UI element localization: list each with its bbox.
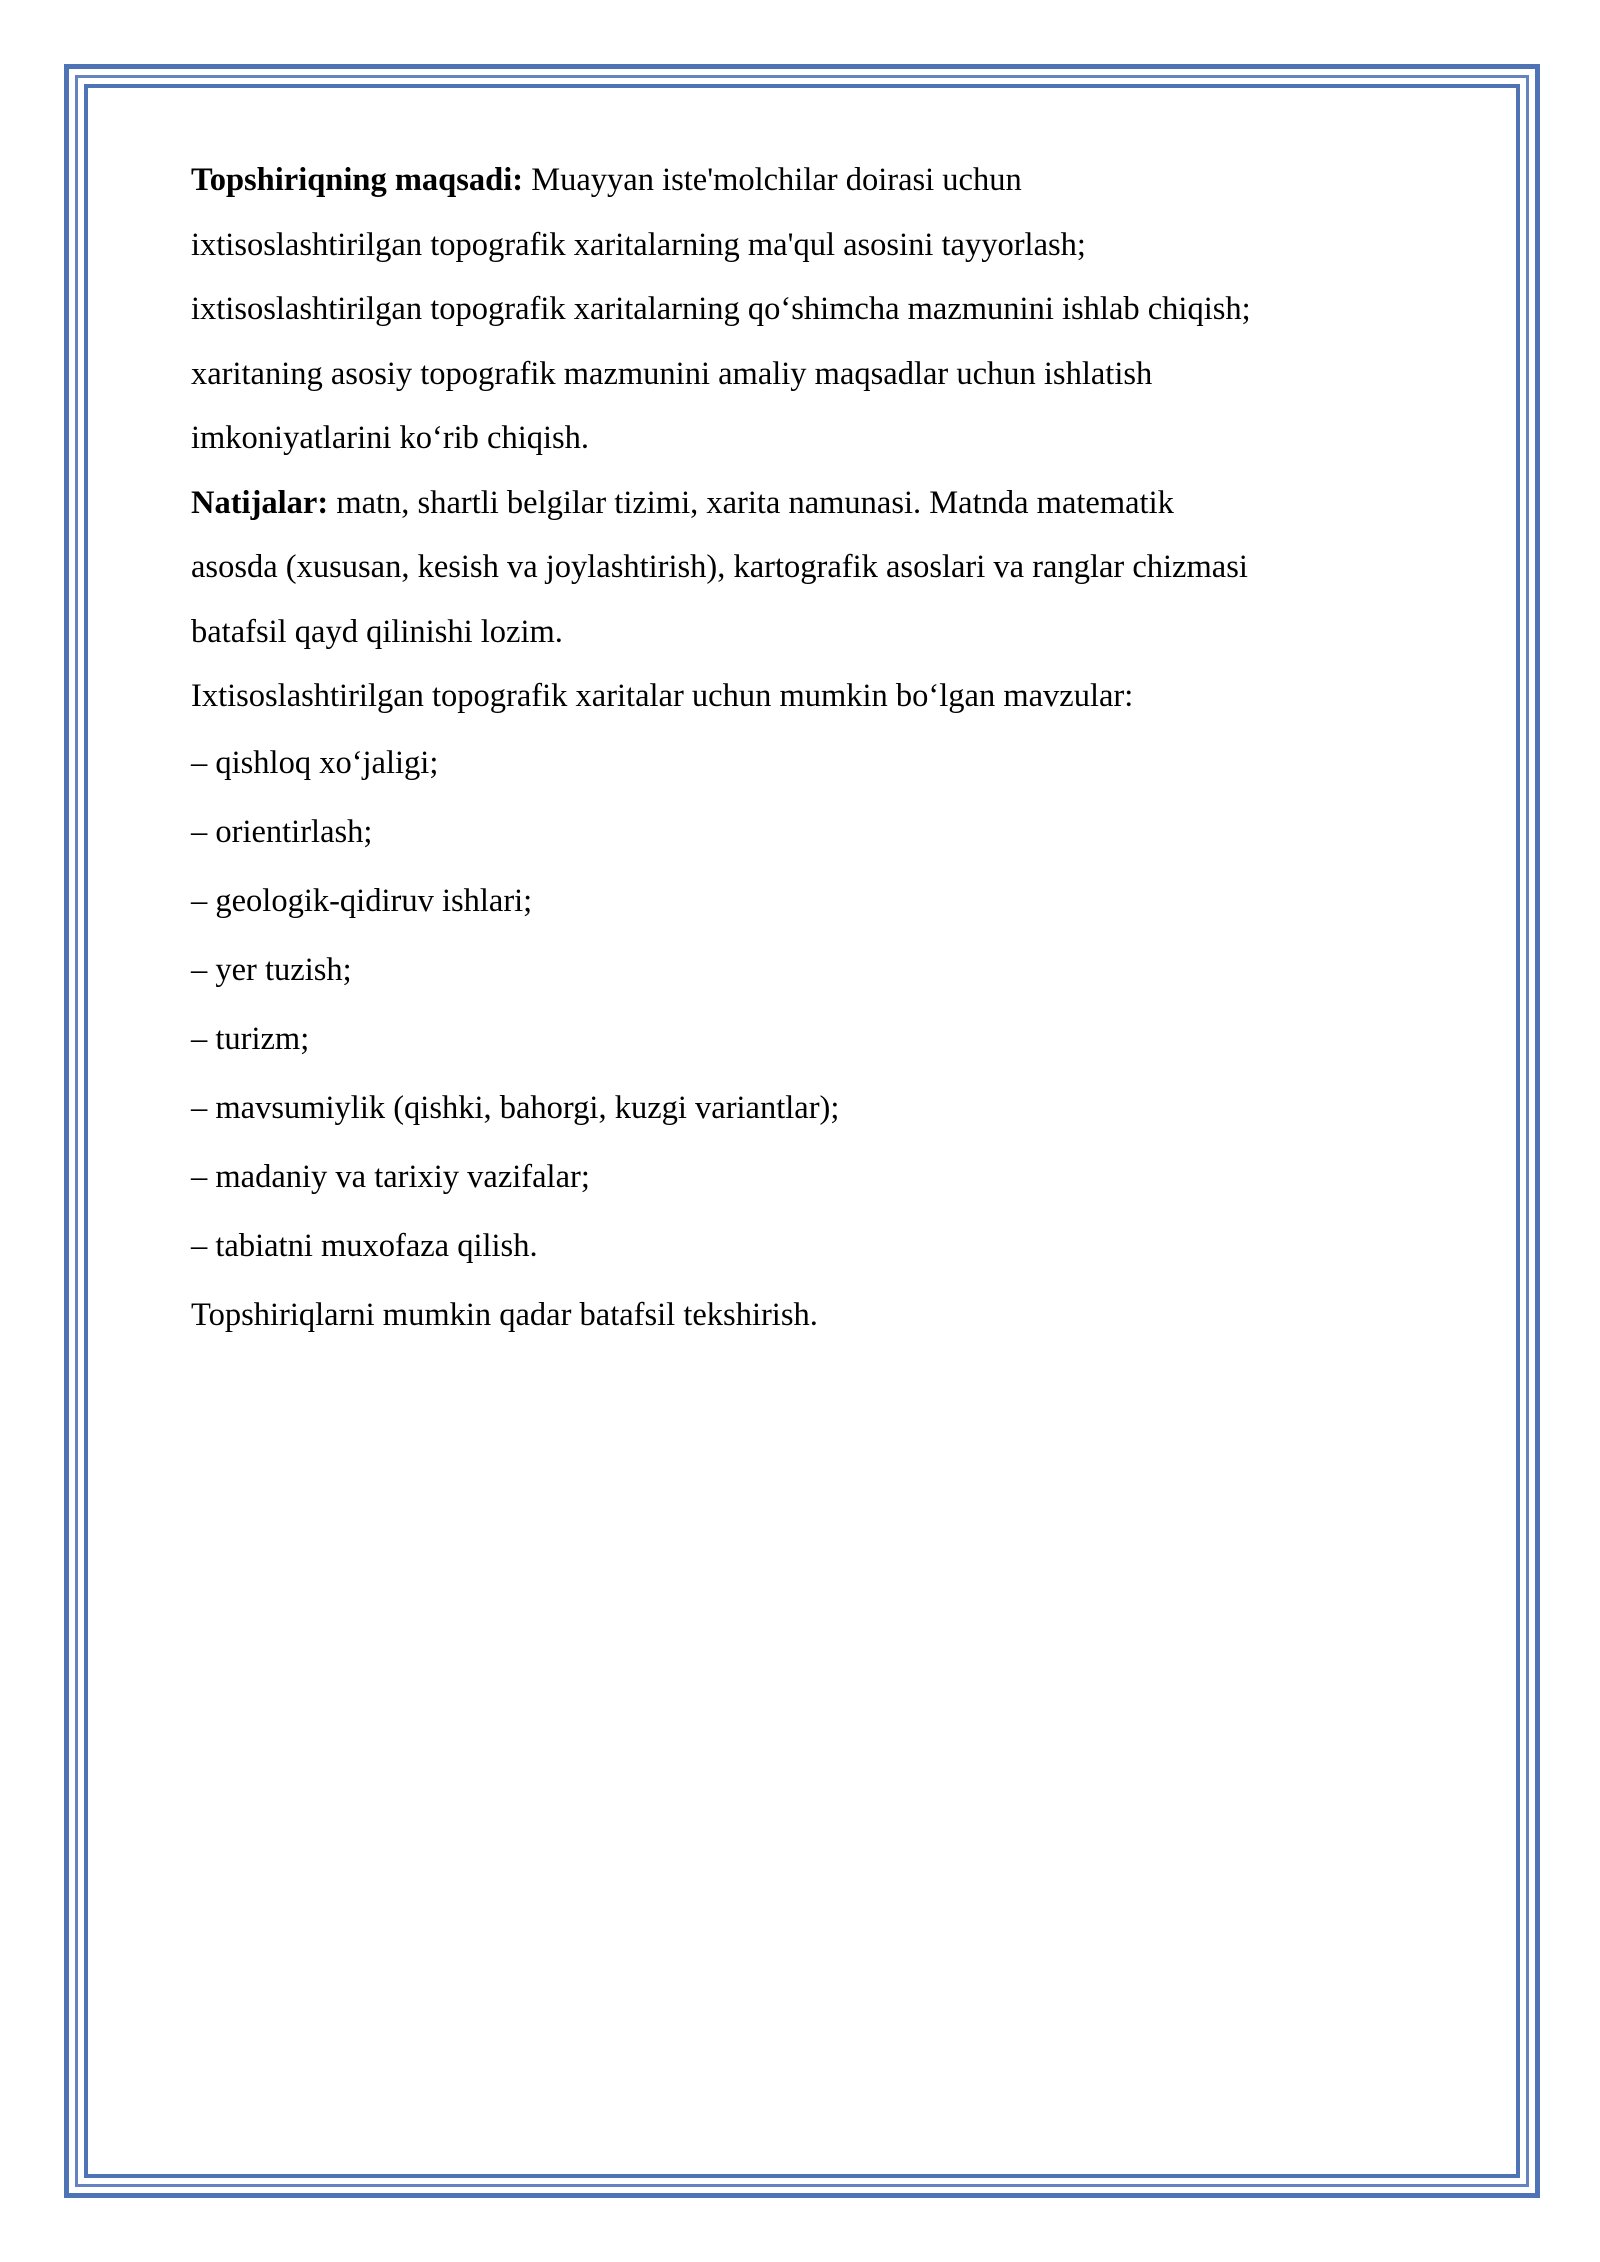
results-line-2: asosda (xususan, kesish va joylashtirish), kartografik asoslari va ranglar chizmasi — [191, 549, 1248, 585]
goal-line-2: ixtisoslashtirilgan topografik xaritalarning ma'qul asosini tayyorlash; — [191, 226, 1086, 263]
goal-line-1 — [191, 148, 1431, 213]
list-item: – geologik-qidiruv ishlari; — [191, 882, 533, 919]
goal-text-1: Muayyan iste'molchilar doirasi uchun — [531, 162, 1022, 198]
results-line-3: batafsil qayd qilinishi lozim. — [191, 613, 563, 650]
goal-line-3: ixtisoslashtirilgan topografik xaritalarning qo‘shimcha mazmunini ishlab chiqish; — [191, 291, 1251, 327]
goal-line-5: imkoniyatlarini ko‘rib chiqish. — [191, 420, 590, 456]
results-label: Natijalar: — [191, 484, 329, 521]
list-item: – madaniy va tarixiy vazifalar; — [191, 1158, 590, 1195]
closing-line: Topshiriqlarni mumkin qadar batafsil tekshirish. — [191, 1296, 818, 1333]
list-item: – turizm; — [191, 1020, 310, 1057]
results-text-1: matn, shartli belgilar tizimi, xarita namunasi. Matnda matematik — [336, 484, 1174, 521]
goal-line-4: xaritaning asosiy topografik mazmunini amaliy maqsadlar uchun ishlatish — [191, 355, 1153, 392]
goal-label: Topshiriqning maqsadi: — [191, 162, 524, 198]
topics-list — [191, 729, 1431, 1281]
list-item: – mavsumiylik (qishki, bahorgi, kuzgi variantlar); — [191, 1089, 840, 1126]
document-body — [191, 148, 1431, 1350]
list-item: – tabiatni muxofaza qilish. — [191, 1227, 538, 1264]
topics-intro: Ixtisoslashtirilgan topografik xaritalar uchun mumkin bo‘lgan mavzular: — [191, 678, 1134, 714]
results-line-1 — [191, 471, 1431, 536]
list-item: – qishloq xo‘jaligi; — [191, 744, 439, 781]
list-item: – yer tuzish; — [191, 951, 352, 988]
list-item: – orientirlash; — [191, 813, 373, 850]
